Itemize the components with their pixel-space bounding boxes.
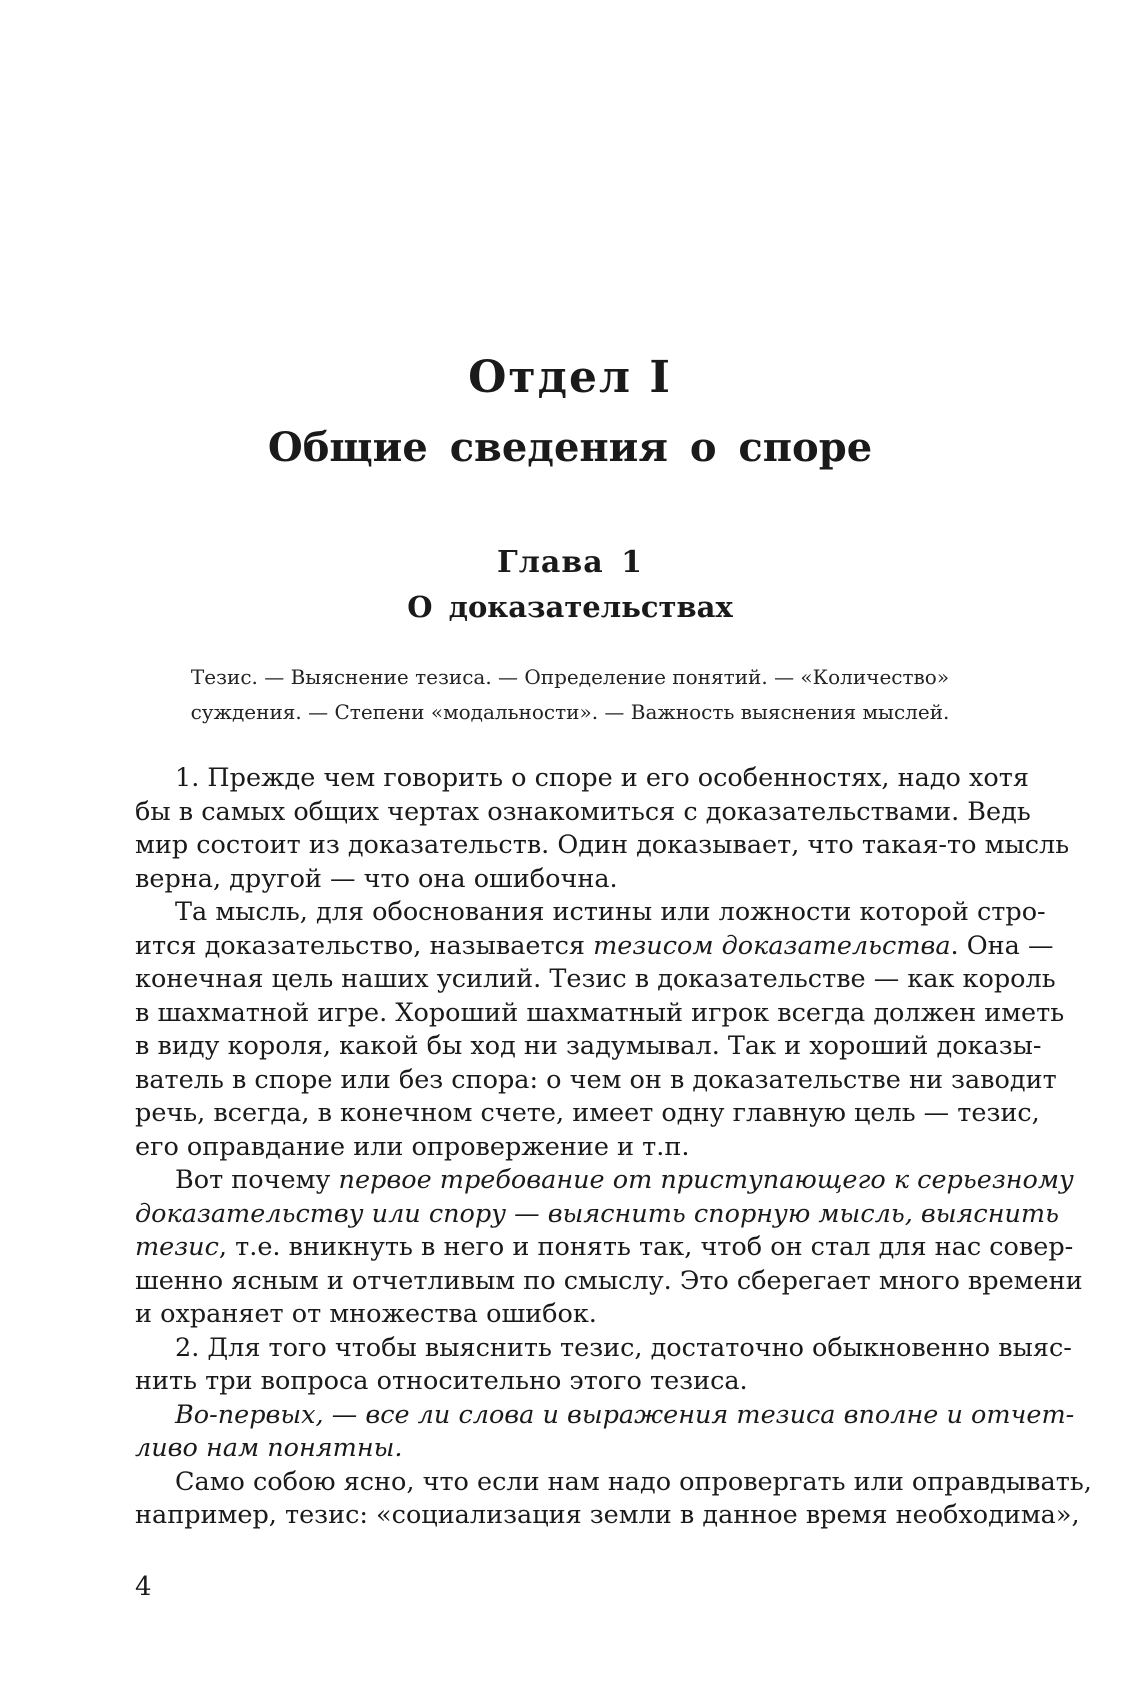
text-line: ливо нам понятны. xyxy=(135,1433,403,1463)
text-segment: , т.е. вникнуть в него и понять так, чтоб он стал для нас совер- xyxy=(218,1232,1074,1262)
text-line xyxy=(135,930,1054,964)
text-line: 2. Для того чтобы выяснить тезис, достаточно обыкновенно выяс- xyxy=(175,1332,1072,1363)
text-line xyxy=(135,1164,1074,1198)
text-line: мир состоит из доказательств. Один доказывает, что такая-то мысль xyxy=(135,830,1070,860)
text-line: доказательству или спору — выяснить спорную мысль, выяснить xyxy=(135,1198,1059,1229)
text-line: Та мысль, для обоснования истины или ложности которой стро- xyxy=(175,897,1046,927)
text-line: и охраняет от множества ошибок. xyxy=(135,1299,597,1329)
text-line: бы в самых общих чертах ознакомиться с доказательствами. Ведь xyxy=(135,796,1031,827)
text-line: конечная цель наших усилий. Тезис в доказательстве — как король xyxy=(135,964,1056,994)
text-line: например, тезис: «социализация земли в данное время необходима», xyxy=(135,1500,1080,1530)
emphasis-text: тезисом доказательства xyxy=(593,930,951,961)
text-line xyxy=(135,1231,1074,1265)
text-segment: Вот почему xyxy=(175,1165,339,1195)
text-line: Само собою ясно, что если нам надо опровергать или оправдывать, xyxy=(175,1466,1092,1497)
summary-line: суждения. — Степени «модальности». — Важность выяснения мыслей. xyxy=(190,700,950,724)
text-line: Во-первых, — все ли слова и выражения тезиса вполне и отчет- xyxy=(175,1399,1075,1430)
text-segment: ится доказательство, называется xyxy=(135,930,594,961)
chapter-title: О доказательствах xyxy=(407,590,733,624)
body-text xyxy=(135,762,1092,1533)
part-number: Отдел I xyxy=(468,352,672,403)
text-line: ватель в споре или без спора: о чем он в доказательстве ни заводит xyxy=(135,1064,1057,1095)
text-line: 1. Прежде чем говорить о споре и его особенностях, надо хотя xyxy=(175,763,1029,793)
part-title: Общие сведения о споре xyxy=(267,424,873,471)
text-line: речь, всегда, в конечном счете, имеет одну главную цель — тезис, xyxy=(135,1098,1040,1128)
text-line: в шахматной игре. Хороший шахматный игрок всегда должен иметь xyxy=(135,997,1065,1028)
chapter-summary xyxy=(170,660,970,730)
page-number: 4 xyxy=(135,1572,152,1602)
text-line: верна, другой — что она ошибочна. xyxy=(135,863,618,894)
text-line: его оправдание или опровержение и т.п. xyxy=(135,1131,690,1162)
text-segment: . Она — xyxy=(950,930,1054,961)
text-line: шенно ясным и отчетливым по смыслу. Это сберегает много времени xyxy=(135,1265,1083,1296)
emphasis-text: тезис xyxy=(135,1232,219,1262)
chapter-number: Глава 1 xyxy=(497,545,643,580)
summary-line: Тезис. — Выяснение тезиса. — Определение понятий. — «Количество» xyxy=(190,665,950,689)
text-line: в виду короля, какой бы ход ни задумывал. Так и хороший доказы- xyxy=(135,1031,1042,1061)
emphasis-text: первое требование от приступающего к серьезному xyxy=(338,1165,1074,1195)
text-line: нить три вопроса относительно этого тезиса. xyxy=(135,1366,748,1396)
